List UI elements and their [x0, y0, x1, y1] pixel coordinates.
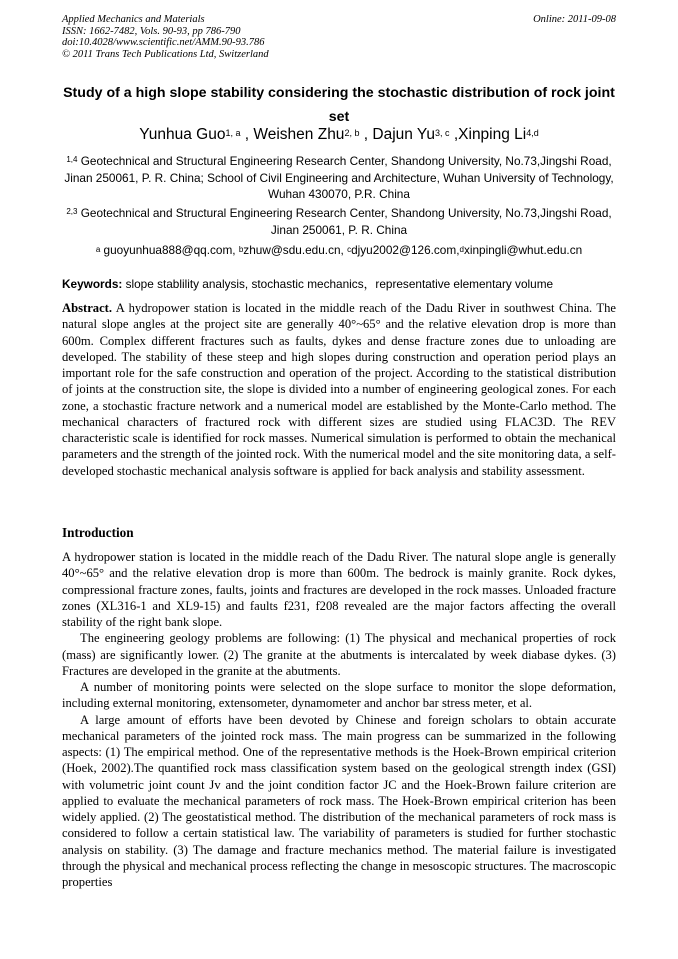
- author-name: Yunhua Guo: [139, 126, 226, 143]
- author-name: Dajun Yu: [372, 126, 436, 143]
- affiliation-superscript: 1,4: [66, 155, 78, 164]
- email-superscript: c: [347, 245, 352, 254]
- issn-line: ISSN: 1662-7482, Vols. 90-93, pp 786-790: [62, 25, 241, 37]
- affiliation: [62, 153, 616, 203]
- abstract-label: Abstract.: [62, 301, 113, 315]
- paragraph: A large amount of efforts have been devoted by Chinese and foreign scholars to obtain accurate mechanical parameters of the jointed rock mass. The main progress can be summarized in the following aspects: (1) The empirical method. One of the representative methods is the Hoek-Brown empirical criterion (Hoek, 2002).The quantified rock mass classification system based on the geological strength index (GSI) with volumetric joint count Jv and the joint condition factor JC and the Hoek-Brown failure criterion are applied to evaluate the mechanical parameters of rock mass. The Hoek-Brown empirical criterion has been widely applied. (2) The geostatistical method. The distribution of the mechanical parameters of rock mass is considered to follow a certain statistical law. The variability of parameters is studied for further stochastic analysis on stability. (3) The damage and fracture mechanics method. The material failure is investigated through the physical and mechanical process reflecting the change in mesoscopic structures. The macroscopic properties: [62, 712, 616, 889]
- author-name: Xinping Li: [458, 126, 527, 143]
- author-list: Yunhua Guo$^{1, a}$ , Weishen Zhu$^{2, b}$ , Dajun Yu$^{3, c}$ ,Xinping Li$^{4,d}$: [139, 126, 539, 143]
- email-superscript: b: [238, 245, 244, 254]
- journal-name: Applied Mechanics and Materials: [62, 14, 205, 25]
- copyright-line: © 2011 Trans Tech Publications Ltd, Switzerland: [62, 48, 269, 60]
- doi-line: doi:10.4028/www.scientific.net/AMM.90-93.786: [62, 37, 265, 48]
- email-superscript: a: [95, 245, 101, 254]
- online-date: Online: 2011-09-08: [533, 14, 616, 25]
- email-address: djyu2002@126.com,: [351, 243, 460, 257]
- keywords-label: Keywords:: [62, 277, 123, 291]
- journal-header: [62, 14, 269, 60]
- author-name: Weishen Zhu: [253, 126, 345, 143]
- abstract: [62, 300, 616, 479]
- email-address: xinpingli@whut.edu.cn: [463, 243, 583, 257]
- abstract-text: A hydropower station is located in the middle reach of the Dadu River in southwest China. The natural slope angles at the project site are generally 40°~65° and the relative elevation drop is more than 600m. Complex different fractures such as faults, dykes and dense fracture zones due to unloading are developed. The stability of these steep and high slopes during construction and operation period plays an important role for the safe construction and operation of the project. According to the statistical distribution of joints at the construction site, the slope is divided into a number of engineering geological zones. For each zone, a stochastic fracture network and a numerical model are established by the Monte-Carlo method. The mechanical characters of fractured rock with different sizes are studied using FLAC3D. The REV characteristic scale is identified for rock masses. Numerical simulation is performed to obtain the mechanical parameters and the strength of the jointed rock. With the numerical model and the site monitoring data, a self-developed stochastic mechanical analysis software is applied for back analysis and stability assessment.: [62, 301, 616, 478]
- author-superscript: 4,d: [526, 128, 539, 138]
- paragraph: The engineering geology problems are following: (1) The physical and mechanical properties of rock (mass) are significantly lower. (2) The granite at the abutments is intercalated by week diabase dykes. (3) Fractures are developed in the granite at the abutments.: [62, 631, 616, 678]
- affiliation-superscript: 2,3: [66, 207, 78, 216]
- email-superscript: d: [459, 245, 464, 254]
- author-superscript: 1, a: [225, 128, 241, 138]
- email-address: guoyunhua888@qq.com,: [100, 243, 239, 257]
- author-superscript: 2, b: [344, 128, 360, 138]
- section-heading: Introduction: [62, 525, 134, 540]
- email-list: [62, 243, 616, 258]
- author-superscript: 3, c: [435, 128, 450, 138]
- paper-title: Study of a high slope stability considering the stochastic distribution of rock joint set: [63, 85, 615, 125]
- introduction-body: [62, 549, 616, 890]
- keywords: [62, 276, 616, 292]
- paragraph: A hydropower station is located in the middle reach of the Dadu River. The natural slope angle is generally 40°~65° and the relative elevation drop is more than 600m. The bedrock is mainly granite. Rock dykes, compressional fracture zones, faults, joints and fractures are developed in the rock masses. Unloaded fracture zones (XL316-1 and XL9-15) and faults f231, f208 revealed are the major factors affecting the overall stability of the right bank slope.: [62, 550, 616, 629]
- affiliation: [62, 205, 616, 238]
- keywords-text: slope stablility analysis, stochastic mechanics，representative elementary volume: [122, 277, 554, 291]
- affiliation-text: Geotechnical and Structural Engineering Research Center, Shandong University, No.73,Jingshi Road, Jinan 250061, P. R. China: [77, 206, 612, 237]
- paragraph: A number of monitoring points were selected on the slope surface to monitor the slope deformation, including external monitoring, extensometer, dynamometer and anchor bar stress meter, et al.: [62, 680, 616, 711]
- email-address: zhuw@sdu.edu.cn,: [243, 243, 348, 257]
- affiliation-text: Geotechnical and Structural Engineering Research Center, Shandong University, No.73,Jingshi Road, Jinan 250061, P. R. China; School of Civil Engineering and Architecture, Wuhan University of Technology, Wuhan 430070, P.R. China: [64, 154, 614, 201]
